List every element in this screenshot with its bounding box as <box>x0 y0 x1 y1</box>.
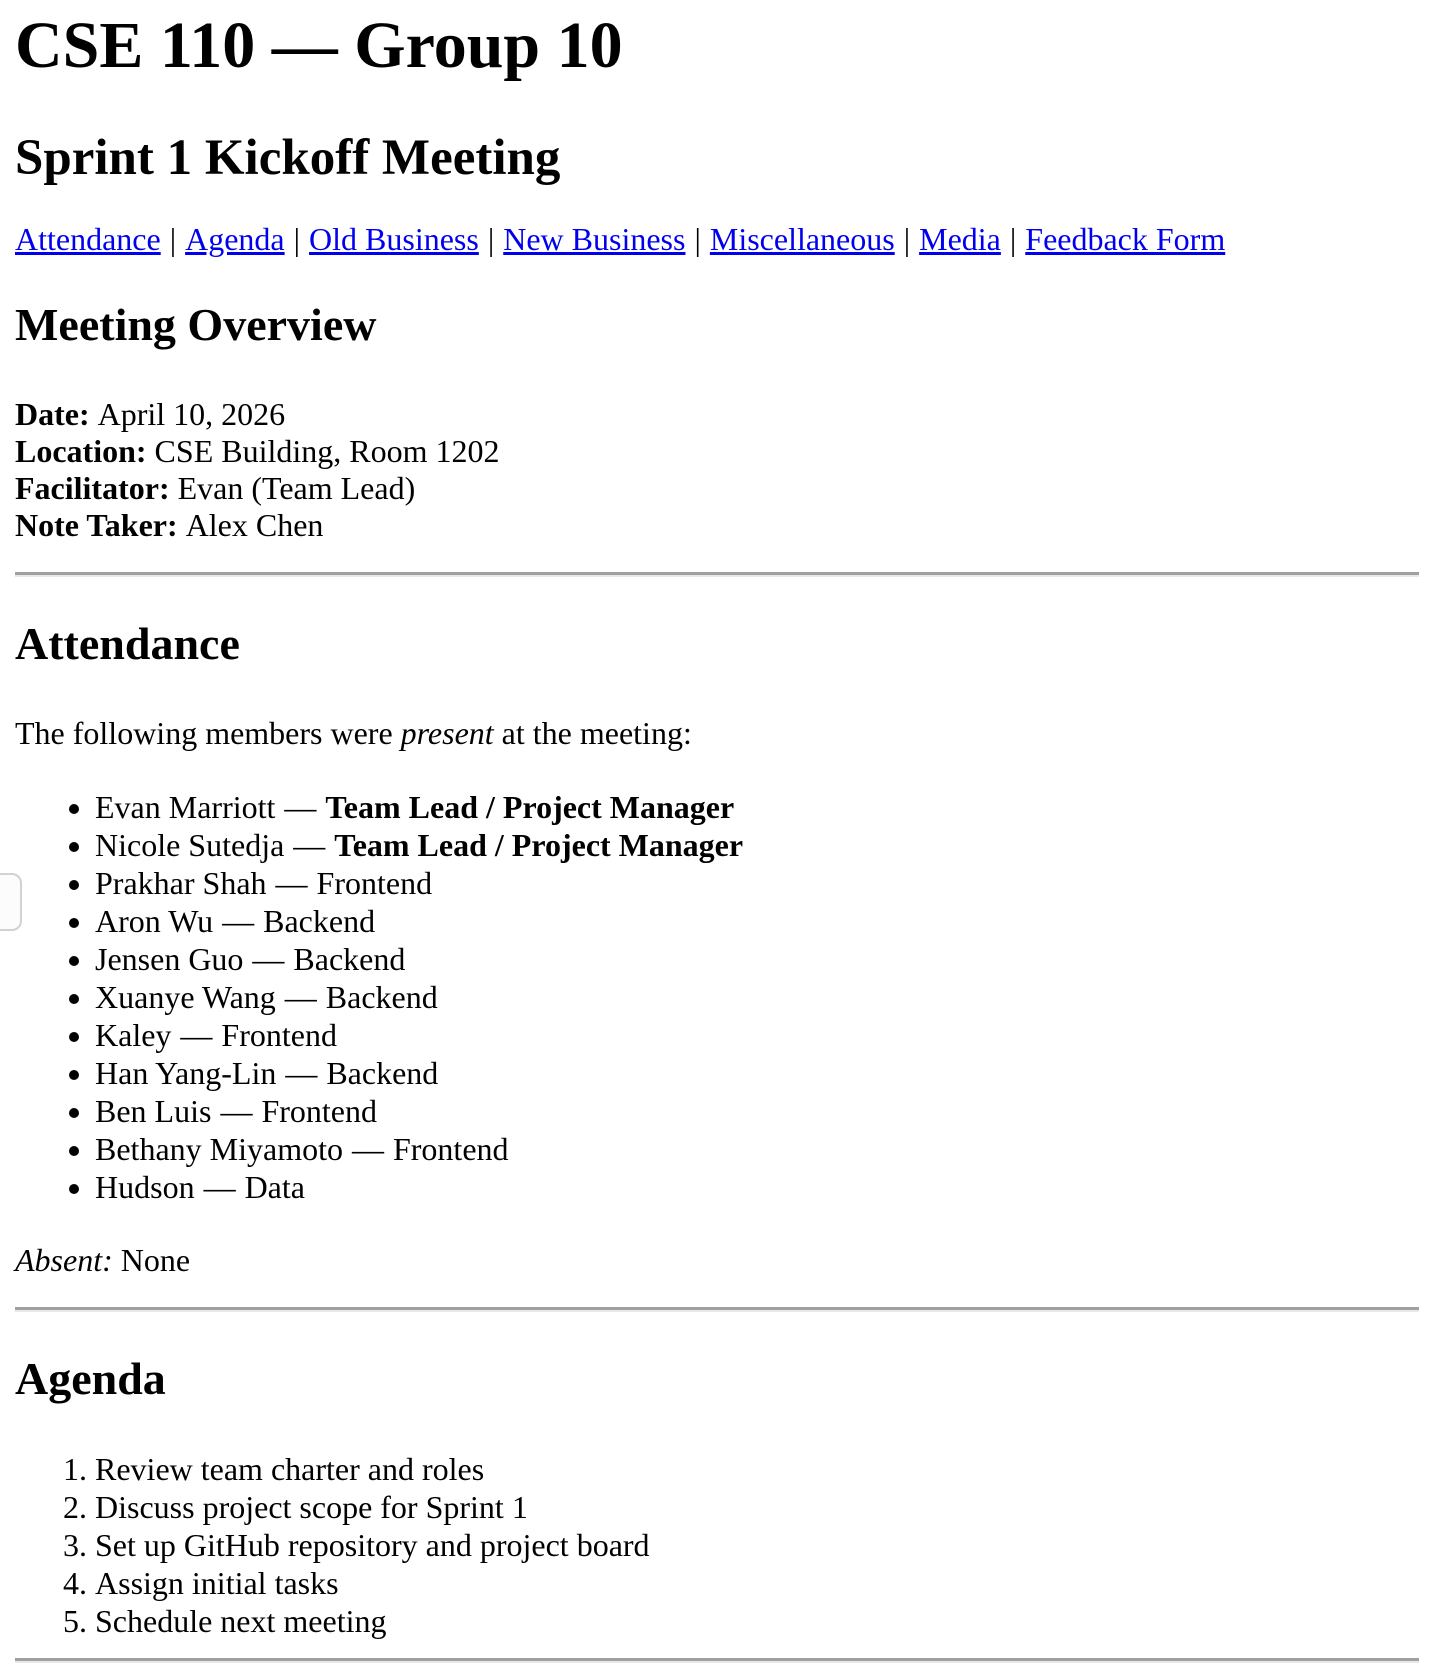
field-note-taker <box>15 507 323 543</box>
member-name: Evan Marriott <box>95 789 276 825</box>
name-role-separator: — <box>220 1093 253 1129</box>
absent-line <box>15 1242 1419 1279</box>
attendance-intro <box>15 715 1419 752</box>
field-note-taker-value: Alex Chen <box>185 507 324 543</box>
member-role: Backend <box>263 903 376 939</box>
name-role-separator: — <box>222 903 255 939</box>
field-location <box>15 433 499 469</box>
member-name: Prakhar Shah <box>95 865 267 901</box>
member-role: Team Lead / Project Manager <box>334 827 744 863</box>
member-name: Jensen Guo <box>95 941 244 977</box>
member-row <box>95 902 1419 940</box>
agenda-list <box>15 1450 1419 1640</box>
member-name: Kaley <box>95 1017 172 1053</box>
member-list <box>15 788 1419 1206</box>
member-role: Backend <box>325 979 438 1015</box>
name-role-separator: — <box>203 1169 236 1205</box>
member-row <box>95 1016 1419 1054</box>
member-role: Team Lead / Project Manager <box>325 789 735 825</box>
name-role-separator: — <box>351 1131 384 1167</box>
member-role: Backend <box>326 1055 439 1091</box>
nav-link-media[interactable]: Media <box>919 221 1001 257</box>
name-role-separator: — <box>180 1017 213 1053</box>
nav-link-attendance[interactable]: Attendance <box>15 221 161 257</box>
agenda-item: 4. Assign initial tasks <box>95 1564 1419 1602</box>
nav-link-new-business[interactable]: New Business <box>503 221 686 257</box>
nav-separator: | <box>293 221 301 257</box>
member-name: Ben Luis <box>95 1093 212 1129</box>
absent-label: Absent: <box>15 1242 113 1278</box>
member-name: Bethany Miyamoto <box>95 1131 343 1167</box>
nav-link-old-business[interactable]: Old Business <box>309 221 479 257</box>
attendance-intro-text: at the meeting: <box>501 715 692 751</box>
field-facilitator-value: Evan (Team Lead) <box>177 470 416 506</box>
agenda-item: 2. Discuss project scope for Sprint 1 <box>95 1488 1419 1526</box>
member-row <box>95 1092 1419 1130</box>
nav-separator: | <box>903 221 911 257</box>
field-note-taker-label: Note Taker: <box>15 507 178 543</box>
member-row <box>95 1054 1419 1092</box>
member-row <box>95 1130 1419 1168</box>
section-divider <box>15 1658 1419 1663</box>
agenda-heading: Agenda <box>15 1353 166 1404</box>
member-name: Aron Wu <box>95 903 214 939</box>
agenda-item: 1. Review team charter and roles <box>95 1450 1419 1488</box>
field-date-label: Date: <box>15 396 90 432</box>
nav-separator: | <box>487 221 495 257</box>
nav-link-miscellaneous[interactable]: Miscellaneous <box>709 221 895 257</box>
member-role: Frontend <box>261 1093 377 1129</box>
member-name: Xuanye Wang <box>95 979 276 1015</box>
name-role-separator: — <box>284 789 317 825</box>
field-date-value: April 10, 2026 <box>97 396 286 432</box>
meeting-overview-details <box>15 396 1419 544</box>
nav-separator: | <box>694 221 701 257</box>
section-divider <box>15 1307 1419 1312</box>
page-title: CSE 110 — Group 10 <box>15 9 623 82</box>
member-row <box>95 788 1419 826</box>
member-role: Frontend <box>316 865 433 901</box>
edge-panel-handle <box>0 873 22 931</box>
field-facilitator <box>15 470 415 506</box>
member-role: Frontend <box>221 1017 337 1053</box>
agenda-item: 3. Set up GitHub repository and project board <box>95 1526 1419 1564</box>
name-role-separator: — <box>252 941 285 977</box>
attendance-intro-text: The following members were <box>15 715 393 751</box>
nav-separator: | <box>1009 221 1017 257</box>
nav-separator: | <box>169 221 177 257</box>
member-role: Data <box>244 1169 305 1205</box>
field-location-value: CSE Building, Room 1202 <box>154 433 500 469</box>
member-name: Hudson <box>95 1169 195 1205</box>
nav-link-feedback-form[interactable]: Feedback Form <box>1025 221 1226 257</box>
nav-link-agenda[interactable]: Agenda <box>185 221 285 257</box>
member-name: Han Yang-Lin <box>95 1055 277 1091</box>
field-date <box>15 396 285 432</box>
member-row <box>95 940 1419 978</box>
member-row <box>95 864 1419 902</box>
member-role: Backend <box>293 941 406 977</box>
member-name: Nicole Sutedja <box>95 827 285 863</box>
name-role-separator: — <box>284 979 317 1015</box>
section-divider <box>15 572 1419 577</box>
member-role: Frontend <box>392 1131 509 1167</box>
field-location-label: Location: <box>15 433 147 469</box>
meeting-overview-heading: Meeting Overview <box>15 299 377 350</box>
name-role-separator: — <box>293 827 326 863</box>
member-row <box>95 826 1419 864</box>
page-subtitle: Sprint 1 Kickoff Meeting <box>15 130 561 186</box>
name-role-separator: — <box>285 1055 318 1091</box>
agenda-item: 5. Schedule next meeting <box>95 1602 1419 1640</box>
absent-value: None <box>120 1242 191 1278</box>
member-row <box>95 978 1419 1016</box>
attendance-intro-emphasis: present <box>392 715 502 751</box>
section-nav <box>15 221 1419 258</box>
attendance-heading: Attendance <box>15 618 240 669</box>
member-row <box>95 1168 1419 1206</box>
name-role-separator: — <box>275 865 308 901</box>
field-facilitator-label: Facilitator: <box>15 470 170 506</box>
